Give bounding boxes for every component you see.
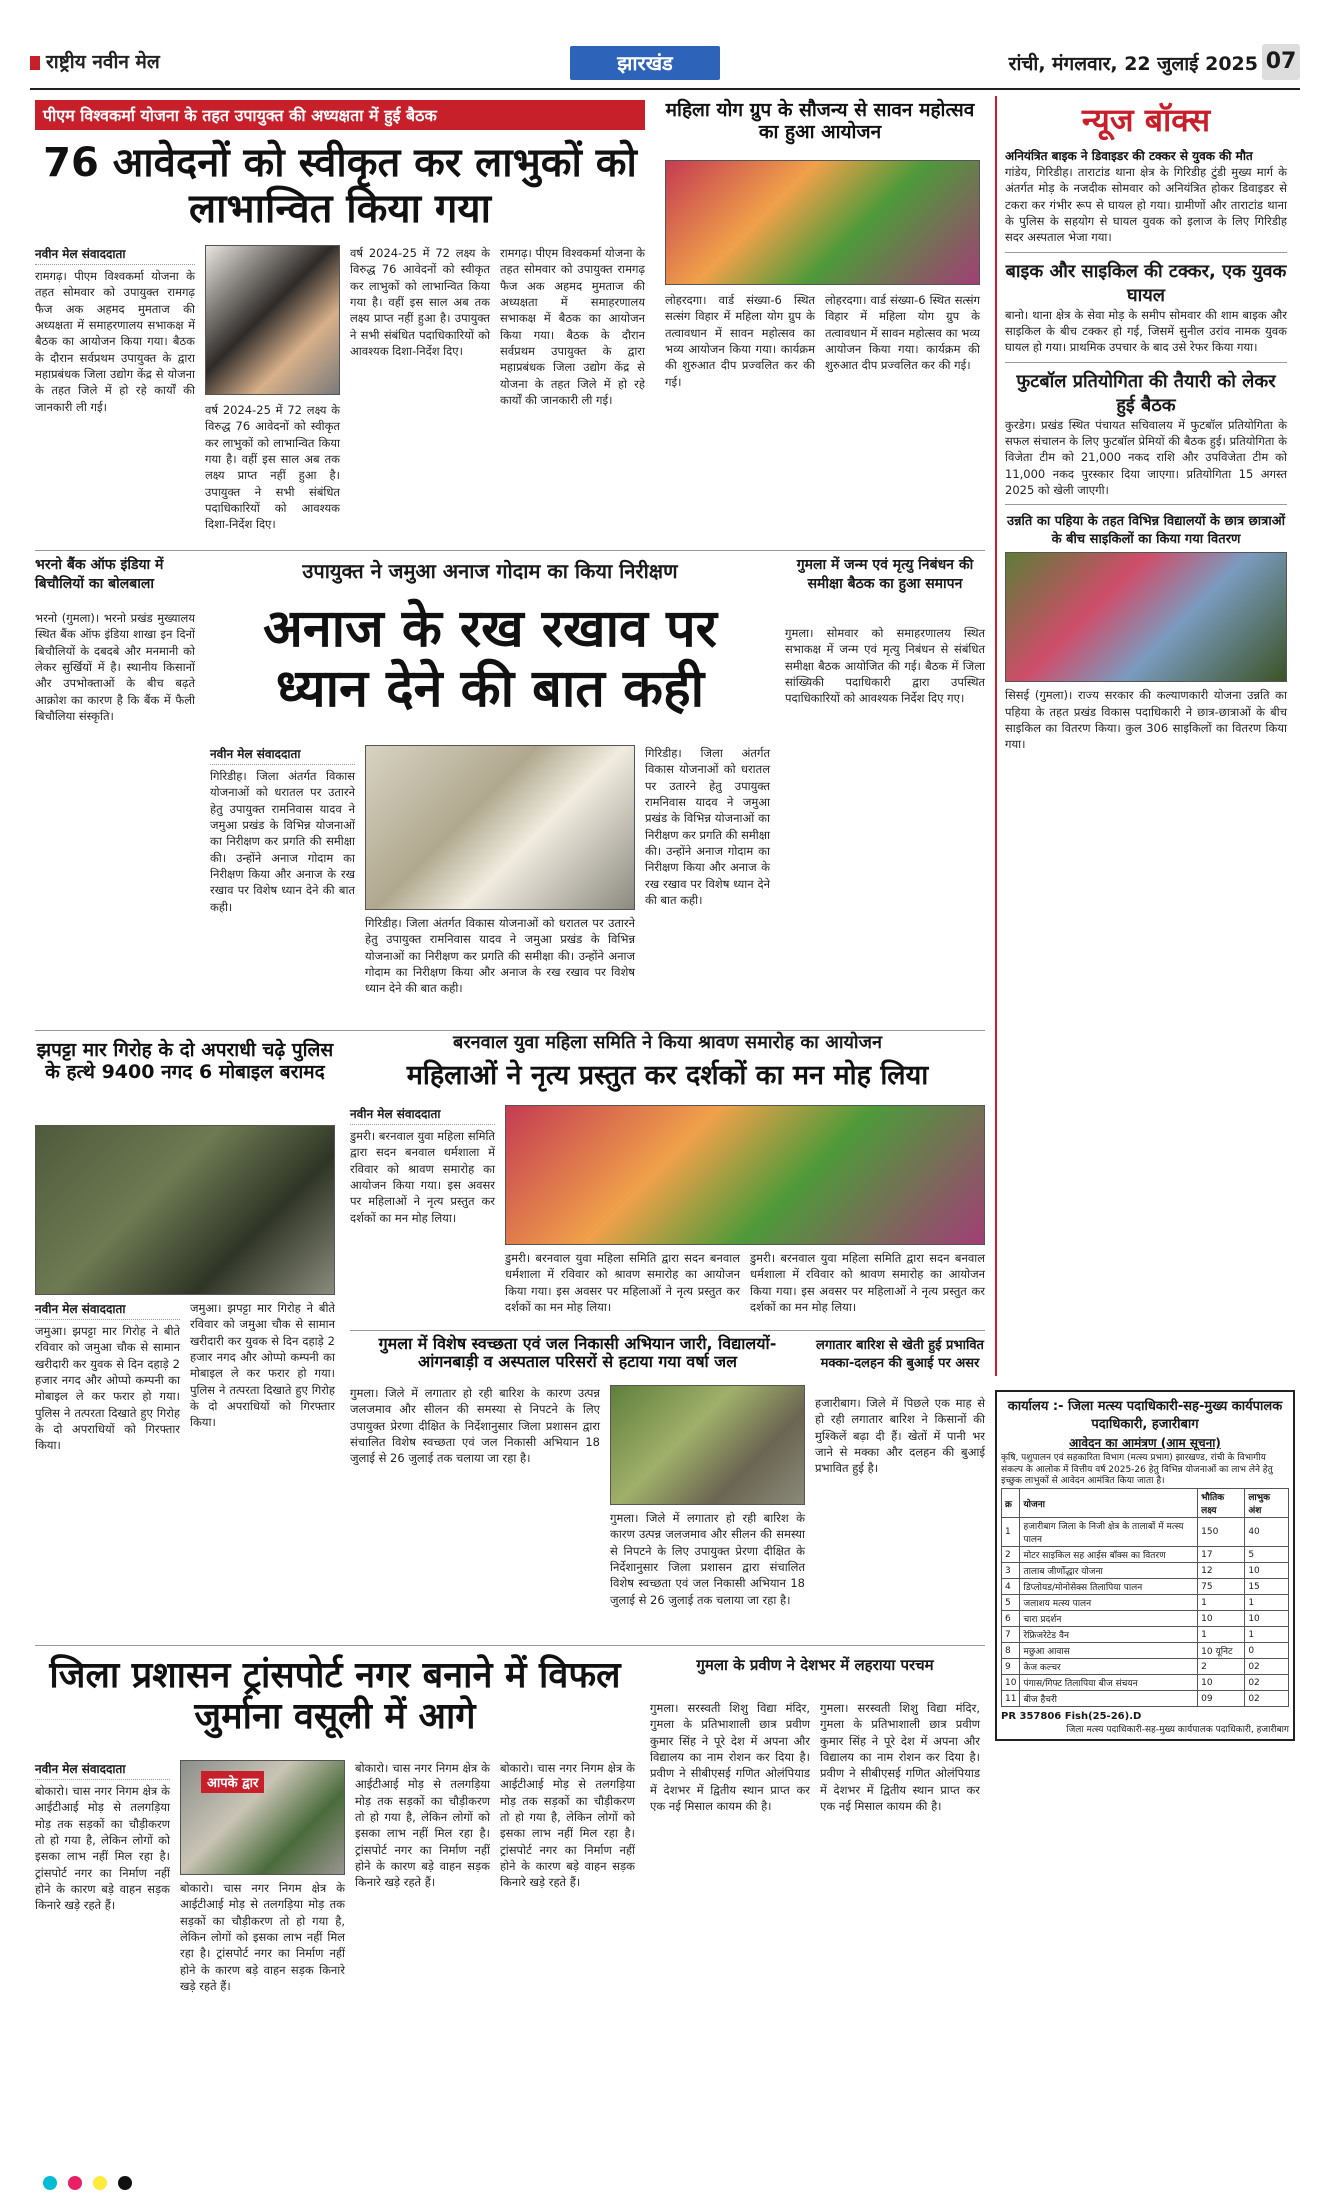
notice-table <box>1001 1488 1289 1707</box>
notice-cell: रेफ्रिजरेटेड वैन <box>1020 1627 1198 1643</box>
barnwal-col3 <box>750 1250 985 1315</box>
lead-body-3: वर्ष 2024-25 में 72 लक्ष्य के विरुद्ध 76 आवेदनों को स्वीकृत कर लाभुकों को लाभान्वित किया गया है। वहीं इस साल अब तक लक्ष्य प्राप्त नहीं हुआ है। उपायुक्त ने सभी संबंधित पदाधिकारियों को आवश्यक दिशा-निर्देश दिए। <box>350 246 490 358</box>
page-number: 07 <box>1262 44 1300 80</box>
notice-cell: 17 <box>1198 1547 1245 1563</box>
news-box <box>995 96 1295 1376</box>
transport-col2 <box>180 1880 345 1994</box>
barnwal-kicker: बरनवाल युवा महिला समिति ने किया श्रावण समारोह का आयोजन <box>453 1032 882 1053</box>
news-item-1-body: गांडेय, गिरिडीह। ताराटांड थाना क्षेत्र के गिरिडीह टुंडी मुख्य मार्ग के अंतर्गत मोड़ के नजदीक सोमवार को अनियंत्रित होकर डिवाइडर से टकरा कर गंभीर रूप से घायल हो गया। ग्रामीणों और ताराटांड थाना के पुलिस के सहयोग से घायल युवक को इलाज के लिए गिरिडीह सदर अस्पताल भेजा गया। <box>1005 165 1287 245</box>
birth-col <box>785 625 985 707</box>
bharno-headline: भरनो बैंक ऑफ इंडिया में बिचौलियों का बोलबाला <box>35 557 164 592</box>
grain-body-3: गिरिडीह। जिला अंतर्गत विकास योजनाओं को धरातल पर उतारने हेतु उपायुक्त रामनिवास यादव ने जमुआ प्रखंड के विभिन्न योजनाओं का निरीक्षण कर प्रगति की समीक्षा की। उन्होंने अनाज गोदाम का निरीक्षण किया और अनाज के रख रखाव पर विशेष ध्यान देने की बात कही। <box>645 746 770 907</box>
notice-header: लाभुक अंश <box>1245 1489 1289 1518</box>
notice-cell: 1 <box>1198 1595 1245 1611</box>
divider <box>35 1645 985 1646</box>
notice-cell: 11 <box>1002 1691 1020 1707</box>
arrest-col1 <box>35 1300 180 1454</box>
notice-cell: 10 <box>1245 1611 1289 1627</box>
clean-headline: गुमला में विशेष स्वच्छता एवं जल निकासी अभियान जारी, विद्यालयों-आंगनबाड़ी व अस्पताल परिसरों से हटाया गया वर्षा जल <box>378 1334 777 1372</box>
notice-row <box>1002 1643 1289 1659</box>
transport-col4 <box>500 1760 635 1891</box>
notice-row <box>1002 1611 1289 1627</box>
praveen-body-2: गुमला। सरस्वती शिशु विद्या मंदिर, गुमला के प्रतिभाशाली छात्र प्रवीण कुमार सिंह ने पूरे देश में अपना और विद्यालय का नाम रोशन कर दिया है। प्रवीण ने सीबीएसई गणित ओलंपियाड में देशभर में द्वितीय स्थान प्राप्त कर एक नई मिसाल कायम की है। <box>820 1701 980 1813</box>
brand-logo: राष्ट्रीय नवीन मेल <box>30 48 160 74</box>
barnwal-photo <box>505 1105 985 1245</box>
notice-cell: 5 <box>1002 1595 1020 1611</box>
notice-cell: 4 <box>1002 1579 1020 1595</box>
transport-body-4: बोकारो। चास नगर निगम क्षेत्र के आईटीआई मोड़ से तलगड़िया मोड़ तक सड़कों का चौड़ीकरण तो हो गया है, लेकिन लोगों को इसका लाभ नहीं मिल रहा है। ट्रांसपोर्ट नगर का निर्माण नहीं होने के कारण बड़े वाहन सड़क किनारे खड़े रहते हैं। <box>500 1761 635 1890</box>
barnwal-body: डुमरी। बरनवाल युवा महिला समिति द्वारा सदन बनवाल धर्मशाला में रविवार को श्रावण समारोह का आयोजन किया गया। इस अवसर पर महिलाओं ने नृत्य प्रस्तुत कर दर्शकों का मन मोह लिया। <box>350 1129 495 1225</box>
arrest-body-2: जमुआ। झपट्टा मार गिरोह ने बीते रविवार को जमुआ चौक से सामान खरीदारी कर युवक से दिन दहाड़े 2 हजार नगद और ओप्पो कम्पनी का मोबाइल ले कर फरार हो गया। पुलिस ने तत्परता दिखाते हुए गिरोह के दो अपराधियों को गिरफ्तार किया। <box>190 1301 335 1430</box>
notice-signature: जिला मत्स्य पदाधिकारी-सह-मुख्य कार्यपालक पदाधिकारी, हजारीबाग <box>1066 1725 1289 1736</box>
lead-body: रामगढ़। पीएम विश्वकर्मा योजना के तहत सोमवार को उपायुक्त रामगढ़ फैज अक अहमद मुमताज की अध्यक्षता में समाहरणालय सभाकक्ष में बैठक का आयोजन किया गया। बैठक के दौरान सर्वप्रथम उपायुक्त के द्वारा महाप्रबंधक जिला उद्योग केंद्र से योजना के तहत जिले में हो रहे कार्यों की जानकारी ली गई। <box>35 269 195 414</box>
praveen-col1 <box>650 1700 810 1814</box>
notice-cell: 1 <box>1198 1627 1245 1643</box>
lead-headline: 76 आवेदनों को स्वीकृत कर लाभुकों को लाभान्वित किया गया <box>43 140 637 232</box>
notice-row <box>1002 1563 1289 1579</box>
notice-cell: 9 <box>1002 1659 1020 1675</box>
notice-cell: 10 <box>1002 1675 1020 1691</box>
notice-cell: 09 <box>1198 1691 1245 1707</box>
praveen-headline: गुमला के प्रवीण ने देशभर में लहराया परचम <box>696 1656 934 1674</box>
transport-banner: आपके द्वार <box>201 1771 264 1793</box>
notice-office: कार्यालय :- जिला मत्स्य पदाधिकारी-सह-मुख्य कार्यपालक पदाधिकारी, हजारीबाग <box>1007 1399 1283 1432</box>
notice-cell: 7 <box>1002 1627 1020 1643</box>
yellow-mark <box>93 2176 107 2190</box>
notice-cell: 1 <box>1245 1627 1289 1643</box>
lead-col3 <box>350 245 490 359</box>
lead-photo <box>205 245 340 395</box>
notice-intro: कृषि, पशुपालन एवं सहकारिता विभाग (मत्स्य प्रभाग) झारखण्ड, रांची के विभागीय संकल्प के आलोक में वित्तीय वर्ष 2025-26 हेतु विभिन्न योजनाओं का लाभ लेने हेतु इच्छुक लाभुकों से आवेदन आमंत्रित किया जाता है। <box>1001 1453 1273 1487</box>
notice-row <box>1002 1547 1289 1563</box>
grain-col1 <box>210 745 355 915</box>
praveen-body: गुमला। सरस्वती शिशु विद्या मंदिर, गुमला के प्रतिभाशाली छात्र प्रवीण कुमार सिंह ने पूरे देश में अपना और विद्यालय का नाम रोशन कर दिया है। प्रवीण ने सीबीएसई गणित ओलंपियाड में देशभर में द्वितीय स्थान प्राप्त कर एक नई मिसाल कायम की है। <box>650 1701 810 1813</box>
sawan-body: लोहरदगा। वार्ड संख्या-6 स्थित सत्संग विहार में महिला योग ग्रुप के तत्वावधान में सावन महोत्सव का भव्य आयोजन किया गया। कार्यक्रम की शुरुआत दीप प्रज्वलित कर की गई। <box>665 293 815 389</box>
byline: नवीन मेल संवाददाता <box>350 1105 495 1125</box>
lead-col4 <box>500 245 645 408</box>
barnwal-body-3: डुमरी। बरनवाल युवा महिला समिति द्वारा सदन बनवाल धर्मशाला में रविवार को श्रावण समारोह का आयोजन किया गया। इस अवसर पर महिलाओं ने नृत्य प्रस्तुत कर दर्शकों का मन मोह लिया। <box>750 1251 985 1314</box>
bharno-body: भरनो (गुमला)। भरनो प्रखंड मुख्यालय स्थित बैंक ऑफ इंडिया शाखा इन दिनों बिचौलियों के दबदबे और मनमानी को लेकर सुर्खियों में है। स्थानीय किसानों और उपभोक्ताओं के बीच बढ़ते आक्रोश का कारण है कि बैंक में फैली बिचौलिया संस्कृति। <box>35 611 195 723</box>
news-item-4-body: सिसई (गुमला)। राज्य सरकार की कल्याणकारी योजना उन्नति का पहिया के तहत प्रखंड विकास पदाधिकारी ने छात्र-छात्राओं के बीच साइकिल का वितरण किया। कुल 306 साइकिलों का वितरण किया गया। <box>1005 688 1287 752</box>
divider <box>35 550 985 551</box>
notice-cell: बीज हैचरी <box>1020 1691 1198 1707</box>
notice-row <box>1002 1579 1289 1595</box>
notice-cell: चारा प्रदर्शन <box>1020 1611 1198 1627</box>
notice-title: आवेदन का आमंत्रण (आम सूचना) <box>1069 1436 1221 1450</box>
transport-col3 <box>355 1760 490 1891</box>
notice-row <box>1002 1659 1289 1675</box>
transport-photo <box>180 1760 345 1875</box>
notice-cell: मोटर साइकिल सह आईस बॉक्स का वितरण <box>1020 1547 1198 1563</box>
transport-body: बोकारो। चास नगर निगम क्षेत्र के आईटीआई मोड़ से तलगड़िया मोड़ तक सड़कों का चौड़ीकरण तो हो गया है, लेकिन लोगों को इसका लाभ नहीं मिल रहा है। ट्रांसपोर्ट नगर का निर्माण नहीं होने के कारण बड़े वाहन सड़क किनारे खड़े रहते हैं। <box>35 1784 170 1913</box>
news-item-2-headline: बाइक और साइकिल की टक्कर, एक युवक घायल <box>1005 260 1287 306</box>
notice-cell: 40 <box>1245 1518 1289 1547</box>
lead-body-2: वर्ष 2024-25 में 72 लक्ष्य के विरुद्ध 76 आवेदनों को स्वीकृत कर लाभुकों को लाभान्वित किया गया है। वहीं इस साल अब तक लक्ष्य प्राप्त नहीं हुआ है। उपायुक्त ने सभी संबंधित पदाधिकारियों को आवश्यक दिशा-निर्देश दिए। <box>205 403 340 532</box>
arrest-headline: झपट्टा मार गिरोह के दो अपराधी चढ़े पुलिस के हत्थे 9400 नगद 6 मोबाइल बरामद <box>36 1039 334 1083</box>
sawan-headline: महिला योग ग्रुप के सौजन्य से सावन महोत्सव का हुआ आयोजन <box>665 99 975 143</box>
rain-col <box>815 1395 985 1477</box>
notice-cell: 02 <box>1245 1659 1289 1675</box>
notice-cell: 3 <box>1002 1563 1020 1579</box>
grain-photo <box>365 745 635 910</box>
byline: नवीन मेल संवाददाता <box>210 745 355 765</box>
black-mark <box>118 2176 132 2190</box>
notice-cell: 150 <box>1198 1518 1245 1547</box>
notice-row <box>1002 1627 1289 1643</box>
barnwal-col2 <box>505 1250 740 1315</box>
cyan-mark <box>43 2176 57 2190</box>
notice-row <box>1002 1675 1289 1691</box>
notice-cell: 1 <box>1002 1518 1020 1547</box>
notice-cell: डिप्लोयड/मोनोसेक्स तिलापिया पालन <box>1020 1579 1198 1595</box>
notice-cell: 15 <box>1245 1579 1289 1595</box>
notice-cell: मछुआ आवास <box>1020 1643 1198 1659</box>
byline: नवीन मेल संवाददाता <box>35 1760 170 1780</box>
notice-cell: 0 <box>1245 1643 1289 1659</box>
clean-body: गुमला। जिले में लगातार हो रही बारिश के कारण उत्पन्न जलजमाव और सीलन की समस्या से निपटने के लिए उपायुक्त प्रेरणा दीक्षित के निर्देशानुसार जिला प्रशासन द्वारा संचालित विशेष स्वच्छता एवं जल निकासी अभियान 18 जुलाई से 26 जुलाई तक चलाया जा रहा है। <box>350 1386 600 1466</box>
news-item-1-headline: अनियंत्रित बाइक ने डिवाइडर की टक्कर से युवक की मौत <box>1005 149 1253 163</box>
notice-footer: PR 357806 Fish(25-26).D <box>1001 1711 1142 1723</box>
notice-cell: 10 यूनिट <box>1198 1643 1245 1659</box>
byline: नवीन मेल संवाददाता <box>35 1300 180 1320</box>
sawan-photo <box>665 160 980 285</box>
notice-cell: पंगास/गिफ्ट तिलापिया बीज संचयन <box>1020 1675 1198 1691</box>
registration-marks <box>40 2175 1290 2195</box>
dateline: रांची, मंगलवार, 22 जुलाई 2025 <box>1008 53 1258 75</box>
transport-col1 <box>35 1760 170 1914</box>
notice-row <box>1002 1595 1289 1611</box>
news-box-title: न्यूज बॉक्स <box>1081 101 1211 139</box>
news-item-4-headline: उन्नति का पहिया के तहत विभिन्न विद्यालयों के छात्र छात्राओं के बीच साइकिलों का किया गया वितरण <box>1007 514 1285 548</box>
notice-cell: 2 <box>1198 1659 1245 1675</box>
arrest-body: जमुआ। झपट्टा मार गिरोह ने बीते रविवार को जमुआ चौक से सामान खरीदारी कर युवक से दिन दहाड़े 2 हजार नगद और ओप्पो कम्पनी का मोबाइल ले कर फरार हो गया। पुलिस ने तत्परता दिखाते हुए गिरोह के दो अपराधियों को गिरफ्तार किया। <box>35 1324 180 1453</box>
notice-cell: 12 <box>1198 1563 1245 1579</box>
notice-cell: जलाशय मत्स्य पालन <box>1020 1595 1198 1611</box>
transport-headline: जिला प्रशासन ट्रांसपोर्ट नगर बनाने में विफल जुर्माना वसूली में आगे <box>49 1655 621 1738</box>
praveen-col2 <box>820 1700 980 1814</box>
birth-body: गुमला। सोमवार को समाहरणालय स्थित सभाकक्ष में जन्म एवं मृत्यु निबंधन से संबंधित समीक्षा बैठक आयोजित की गई। बैठक में जिला सांख्यिकी पदाधिकारी द्वारा उपस्थित पदाधिकारियों को आवश्यक निर्देश दिए गए। <box>785 626 985 706</box>
news-item-3-body: कुरडेग। प्रखंड स्थित पंचायत सचिवालय में फुटबॉल प्रतियोगिता के सफल संचालन के लिए फुटबॉल प्रेमियों की बैठक हुई। प्रतियोगिता के विजेता टीम को 21,000 नकद राशि और उपविजेता टीम को 11,000 नकद पुरस्कार दिया जाएगा। प्रतियोगिता 15 अगस्त 2025 को खेली जाएगी। <box>1005 417 1287 497</box>
notice-cell: 10 <box>1198 1675 1245 1691</box>
arrest-col2 <box>190 1300 335 1431</box>
notice-header: योजना <box>1020 1489 1198 1518</box>
notice-cell: तालाब जीर्णोद्धार योजना <box>1020 1563 1198 1579</box>
notice-cell: 10 <box>1198 1611 1245 1627</box>
notice-row <box>1002 1518 1289 1547</box>
notice-cell: 10 <box>1245 1563 1289 1579</box>
notice-cell: 6 <box>1002 1611 1020 1627</box>
news-item-2-body: बानो। थाना क्षेत्र के सेवा मोड़ के समीप सोमवार की शाम बाइक और साइकिल के बीच टक्कर हो गई, जिसमें सुनील उरांव नामक युवक घायल हो गया। प्राथमिक उपचार के बाद उसे रेफर किया गया। <box>1005 307 1287 355</box>
notice-cell: 02 <box>1245 1691 1289 1707</box>
lead-col2 <box>205 402 340 533</box>
tender-notice <box>995 1390 1295 1741</box>
notice-cell: 02 <box>1245 1675 1289 1691</box>
notice-cell: 75 <box>1198 1579 1245 1595</box>
byline: नवीन मेल संवाददाता <box>35 245 195 265</box>
grain-col2 <box>365 915 635 997</box>
grain-col3 <box>645 745 770 908</box>
magenta-mark <box>68 2176 82 2190</box>
notice-header: भौतिक लक्ष्य <box>1198 1489 1245 1518</box>
grain-kicker: उपायुक्त ने जमुआ अनाज गोदाम का किया निरीक्षण <box>302 559 678 583</box>
cycle-photo <box>1005 552 1287 682</box>
clean-col1 <box>350 1385 600 1467</box>
birth-headline: गुमला में जन्म एवं मृत्यु निबंधन की समीक्षा बैठक का हुआ समापन <box>796 557 974 592</box>
sawan-col1 <box>665 292 815 390</box>
barnwal-col1 <box>350 1105 495 1226</box>
section-label: झारखंड <box>570 46 720 80</box>
grain-body: गिरिडीह। जिला अंतर्गत विकास योजनाओं को धरातल पर उतारने हेतु उपायुक्त रामनिवास यादव ने जमुआ प्रखंड के विभिन्न योजनाओं का निरीक्षण कर प्रगति की समीक्षा की। उन्होंने अनाज गोदाम का निरीक्षण किया और अनाज के रख रखाव पर विशेष ध्यान देने की बात कही। <box>210 769 355 914</box>
grain-headline: अनाज के रख रखाव पर ध्यान देने की बात कही <box>263 599 717 719</box>
transport-body-3: बोकारो। चास नगर निगम क्षेत्र के आईटीआई मोड़ से तलगड़िया मोड़ तक सड़कों का चौड़ीकरण तो हो गया है, लेकिन लोगों को इसका लाभ नहीं मिल रहा है। ट्रांसपोर्ट नगर का निर्माण नहीं होने के कारण बड़े वाहन सड़क किनारे खड़े रहते हैं। <box>355 1761 490 1890</box>
news-item-3-headline: फुटबॉल प्रतियोगिता की तैयारी को लेकर हुई बैठक <box>1016 370 1276 416</box>
clean-body-2: गुमला। जिले में लगातार हो रही बारिश के कारण उत्पन्न जलजमाव और सीलन की समस्या से निपटने के लिए उपायुक्त प्रेरणा दीक्षित के निर्देशानुसार जिला प्रशासन द्वारा संचालित विशेष स्वच्छता एवं जल निकासी अभियान 18 जुलाई से 26 जुलाई तक चलाया जा रहा है। <box>610 1511 805 1607</box>
bharno-col <box>35 610 195 724</box>
rain-headline: लगातार बारिश से खेती हुई प्रभावित मक्का-दलहन की बुआई पर असर <box>816 1338 984 1371</box>
lead-kicker: पीएम विश्वकर्मा योजना के तहत उपायुक्त की अध्यक्षता में हुई बैठक <box>35 100 645 130</box>
lead-body-4: रामगढ़। पीएम विश्वकर्मा योजना के तहत सोमवार को उपायुक्त रामगढ़ फैज अक अहमद मुमताज की अध्यक्षता में समाहरणालय सभाकक्ष में बैठक का आयोजन किया गया। बैठक के दौरान सर्वप्रथम उपायुक्त के द्वारा महाप्रबंधक जिला उद्योग केंद्र से योजना के तहत जिले में हो रहे कार्यों की जानकारी ली गई। <box>500 246 645 407</box>
notice-header: क्र <box>1002 1489 1020 1518</box>
barnwal-headline: महिलाओं ने नृत्य प्रस्तुत कर दर्शकों का मन मोह लिया <box>406 1060 929 1091</box>
sawan-col2 <box>825 292 980 374</box>
arrest-photo <box>35 1125 335 1295</box>
clean-photo <box>610 1385 805 1505</box>
notice-cell: 5 <box>1245 1547 1289 1563</box>
notice-cell: केज कल्चर <box>1020 1659 1198 1675</box>
grain-body-2: गिरिडीह। जिला अंतर्गत विकास योजनाओं को धरातल पर उतारने हेतु उपायुक्त रामनिवास यादव ने जमुआ प्रखंड के विभिन्न योजनाओं का निरीक्षण कर प्रगति की समीक्षा की। उन्होंने अनाज गोदाम का निरीक्षण किया और अनाज के रख रखाव पर विशेष ध्यान देने की बात कही। <box>365 916 635 996</box>
notice-cell: 8 <box>1002 1643 1020 1659</box>
masthead <box>30 42 1300 90</box>
notice-cell: 1 <box>1245 1595 1289 1611</box>
clean-col2 <box>610 1510 805 1608</box>
sawan-body-2: लोहरदगा। वार्ड संख्या-6 स्थित सत्संग विहार में महिला योग ग्रुप के तत्वावधान में सावन महोत्सव का भव्य आयोजन किया गया। कार्यक्रम की शुरुआत दीप प्रज्वलित कर की गई। <box>825 293 980 373</box>
transport-body-2: बोकारो। चास नगर निगम क्षेत्र के आईटीआई मोड़ से तलगड़िया मोड़ तक सड़कों का चौड़ीकरण तो हो गया है, लेकिन लोगों को इसका लाभ नहीं मिल रहा है। ट्रांसपोर्ट नगर का निर्माण नहीं होने के कारण बड़े वाहन सड़क किनारे खड़े रहते हैं। <box>180 1881 345 1993</box>
lead-col1 <box>35 245 195 415</box>
rain-body: हजारीबाग। जिले में पिछले एक माह से हो रही लगातार बारिश ने किसानों की मुश्किलें बढ़ा दी हैं। खेतों में पानी भर जाने से मक्का और दलहन की बुआई प्रभावित हुई है। <box>815 1396 985 1476</box>
barnwal-body-2: डुमरी। बरनवाल युवा महिला समिति द्वारा सदन बनवाल धर्मशाला में रविवार को श्रावण समारोह का आयोजन किया गया। इस अवसर पर महिलाओं ने नृत्य प्रस्तुत कर दर्शकों का मन मोह लिया। <box>505 1251 740 1314</box>
notice-cell: 2 <box>1002 1547 1020 1563</box>
notice-row <box>1002 1691 1289 1707</box>
divider <box>350 1330 985 1331</box>
notice-cell: हजारीबाग जिला के निजी क्षेत्र के तालाबों में मत्स्य पालन <box>1020 1518 1198 1547</box>
